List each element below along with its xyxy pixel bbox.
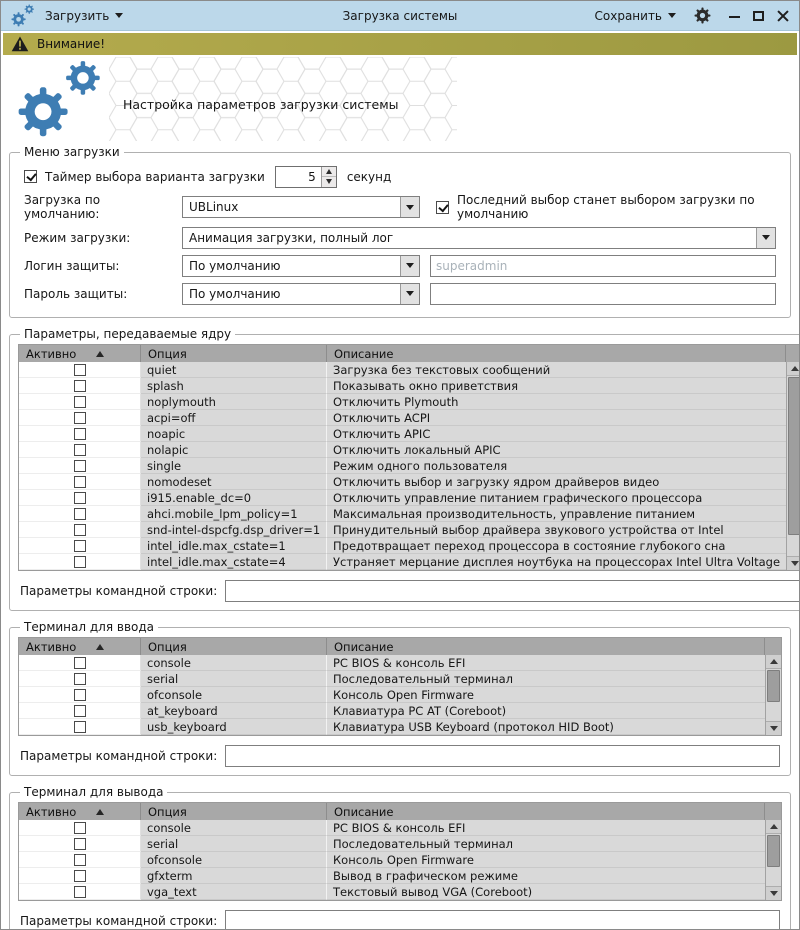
boot-mode-label: Режим загрузки: [24,230,131,245]
row-checkbox[interactable] [74,838,86,850]
kernel-cmdline-input[interactable] [225,580,800,602]
column-header-active[interactable]: Активно [19,803,141,820]
description-cell: Вывод в графическом режиме [327,868,765,884]
load-menu-label: Загрузить [45,8,110,23]
table-row[interactable] [19,490,786,506]
column-header-option[interactable]: Опция [141,803,327,820]
active-cell [19,687,141,703]
scroll-thumb[interactable] [767,835,780,867]
option-cell: snd-intel-dspcfg.dsp_driver=1 [141,522,327,538]
vertical-scrollbar[interactable] [765,820,781,900]
chevron-down-icon [406,205,414,210]
description-cell: Последовательный терминал [327,836,765,852]
warning-text: Внимание! [37,37,106,51]
last-choice-checkbox[interactable] [436,201,449,214]
option-cell: single [141,458,327,474]
cmdline-label: Параметры командной строки: [20,584,218,598]
table-row[interactable] [19,458,786,474]
active-cell [19,442,141,458]
cmdline-label: Параметры командной строки: [20,914,218,928]
active-cell [19,410,141,426]
description-cell: Клавиатура USB Keyboard (протокол HID Boot) [327,719,765,735]
arrow-up-icon [791,366,799,371]
option-cell: ahci.mobile_lpm_policy=1 [141,506,327,522]
active-cell [19,703,141,719]
option-cell: nolapic [141,442,327,458]
dropdown-button[interactable] [400,197,419,217]
login-protect-label: Логин защиты: [24,258,120,273]
scroll-up-button[interactable] [787,362,800,376]
active-cell [19,554,141,570]
password-mode-value: По умолчанию [189,286,281,301]
row-checkbox[interactable] [74,476,86,488]
scroll-track[interactable] [766,669,781,721]
password-input[interactable] [430,283,776,305]
description-cell: Устраняет мерцание дисплея ноутбука на процессорах Intel Ultra Voltage [327,554,786,570]
option-cell: ofconsole [141,687,327,703]
timer-label: Таймер выбора варианта загрузки [45,169,265,184]
save-menu-label: Сохранить [594,8,662,23]
row-checkbox[interactable] [74,870,86,882]
scroll-track[interactable] [766,834,781,886]
login-mode-select[interactable] [182,255,420,277]
description-cell: Отключить управление питанием графического процессора [327,490,786,506]
input-terminal-cmdline-input[interactable] [225,745,780,767]
output-terminal-legend: Терминал для вывода [24,785,164,799]
scroll-thumb[interactable] [767,670,780,702]
timer-value: 5 [308,169,316,184]
last-choice-label: Последний выбор станет выбором загрузки по умолчанию [457,193,755,221]
table-row[interactable] [19,687,765,703]
chevron-down-icon [668,13,676,18]
table-row[interactable] [19,538,786,554]
arrow-down-icon [770,726,778,731]
option-cell: quiet [141,362,327,378]
app-gears-icon [11,4,37,28]
kernel-params-table [18,344,800,571]
arrow-down-icon [770,891,778,896]
scrollbar-corner [786,345,800,362]
row-checkbox[interactable] [74,396,86,408]
row-checkbox[interactable] [74,556,86,568]
active-cell [19,458,141,474]
vertical-scrollbar[interactable] [765,655,781,735]
chevron-down-icon [406,291,414,296]
row-checkbox[interactable] [74,689,86,701]
password-mode-select[interactable] [182,283,420,305]
description-cell: Текстовый вывод VGA (Coreboot) [327,884,765,900]
scroll-track[interactable] [787,376,800,556]
description-cell: Консоль Open Firmware [327,852,765,868]
table-body [19,820,765,900]
description-cell: Отключить APIC [327,426,786,442]
output-terminal-cmdline-input[interactable] [225,910,780,930]
description-cell: Принудительный выбор драйвера звукового устройства от Intel [327,522,786,538]
option-cell: serial [141,671,327,687]
input-terminal-legend: Терминал для ввода [24,620,155,634]
description-cell: Последовательный терминал [327,671,765,687]
description-cell: Предотвращает переход процессора в состояние глубокого сна [327,538,786,554]
settings-gear-icon[interactable] [694,7,711,24]
table-row[interactable] [19,671,765,687]
vertical-scrollbar[interactable] [786,362,800,570]
table-row[interactable] [19,506,786,522]
input-terminal-group [9,620,791,776]
column-header-option[interactable]: Опция [141,345,327,362]
table-row[interactable] [19,522,786,538]
scrollbar-corner [765,803,781,820]
default-boot-label: Загрузка по умолчанию: [24,193,101,221]
option-cell: noplymouth [141,394,327,410]
scroll-down-button[interactable] [766,886,781,900]
output-terminal-table [18,802,782,901]
table-row[interactable] [19,442,786,458]
option-cell: intel_idle.max_cstate=4 [141,554,327,570]
page-title: Настройка параметров загрузки системы [123,97,399,112]
save-menu-button[interactable] [595,9,677,23]
table-row[interactable] [19,852,765,868]
chevron-down-icon [406,263,414,268]
row-checkbox[interactable] [74,364,86,376]
table-row[interactable] [19,554,786,570]
arrow-up-icon [326,169,332,174]
warning-icon [11,36,29,52]
row-checkbox[interactable] [74,886,86,898]
table-row[interactable] [19,394,786,410]
active-cell [19,538,141,554]
table-body [19,655,765,735]
option-cell: console [141,655,327,671]
table-header [19,803,781,820]
active-cell [19,820,141,836]
option-cell: splash [141,378,327,394]
sort-ascending-icon [96,644,104,650]
column-header-description[interactable]: Описание [327,638,765,655]
option-cell: console [141,820,327,836]
timer-spinner[interactable] [275,166,337,188]
window-title: Загрузка системы [342,8,458,23]
table-row[interactable] [19,703,765,719]
description-cell: PC BIOS & консоль EFI [327,820,765,836]
boot-menu-legend: Меню загрузки [24,145,120,159]
row-checkbox[interactable] [74,705,86,717]
option-cell: serial [141,836,327,852]
option-cell: intel_idle.max_cstate=1 [141,538,327,554]
page-header [1,55,799,143]
dropdown-button[interactable] [400,256,419,276]
option-cell: ofconsole [141,852,327,868]
row-checkbox[interactable] [74,721,86,733]
column-header-active[interactable]: Активно [19,345,141,362]
arrow-down-icon [326,179,332,184]
app-logo-gears [15,60,115,140]
table-header [19,638,781,655]
row-checkbox[interactable] [74,822,86,834]
column-header-description[interactable]: Описание [327,345,786,362]
row-checkbox[interactable] [74,854,86,866]
maximize-icon[interactable] [753,11,764,21]
arrow-up-icon [770,824,778,829]
table-row[interactable] [19,884,765,900]
minimize-icon[interactable] [729,16,740,18]
description-cell: Максимальная производительность, управление питанием [327,506,786,522]
timer-units-label: секунд [346,169,392,184]
table-row[interactable] [19,719,765,735]
boot-menu-group [9,145,791,318]
active-cell [19,868,141,884]
sort-ascending-icon [96,809,104,815]
kernel-params-legend: Параметры, передаваемые ядру [24,327,232,341]
description-cell: Показывать окно приветствия [327,378,786,394]
row-checkbox[interactable] [74,380,86,392]
row-checkbox[interactable] [74,428,86,440]
option-cell: usb_keyboard [141,719,327,735]
active-cell [19,394,141,410]
active-cell [19,474,141,490]
password-protect-label: Пароль защиты: [24,286,128,301]
dropdown-button[interactable] [400,284,419,304]
description-cell: Отключить ACPI [327,410,786,426]
row-checkbox[interactable] [74,657,86,669]
arrow-down-icon [791,561,799,566]
spinner-up-button[interactable] [322,167,336,178]
active-cell [19,836,141,852]
option-cell: i915.enable_dc=0 [141,490,327,506]
active-cell [19,671,141,687]
row-checkbox[interactable] [74,460,86,472]
active-cell [19,522,141,538]
description-cell: Отключить выбор и загрузку ядром драйверов видео [327,474,786,490]
option-cell: noapic [141,426,327,442]
close-icon[interactable] [777,10,789,22]
table-row[interactable] [19,474,786,490]
active-cell [19,884,141,900]
table-row[interactable] [19,378,786,394]
table-row[interactable] [19,426,786,442]
active-cell [19,852,141,868]
arrow-up-icon [770,659,778,664]
description-cell: Загрузка без текстовых сообщений [327,362,786,378]
table-row[interactable] [19,362,786,378]
active-cell [19,655,141,671]
option-cell: nomodeset [141,474,327,490]
description-cell: Консоль Open Firmware [327,687,765,703]
row-checkbox[interactable] [74,492,86,504]
title-bar [1,1,799,31]
scroll-down-button[interactable] [766,721,781,735]
row-checkbox[interactable] [74,508,86,520]
table-row[interactable] [19,868,765,884]
active-cell [19,719,141,735]
option-cell: at_keyboard [141,703,327,719]
active-cell [19,362,141,378]
table-row[interactable] [19,655,765,671]
description-cell: Отключить локальный APIC [327,442,786,458]
load-menu-button[interactable] [45,9,123,23]
output-terminal-group [9,785,791,930]
scrollbar-corner [765,638,781,655]
row-checkbox[interactable] [74,412,86,424]
scroll-thumb[interactable] [788,377,800,535]
boot-mode-value: Анимация загрузки, полный лог [189,230,394,245]
input-terminal-table [18,637,782,736]
default-boot-value: UBLinux [189,200,239,214]
column-header-active[interactable]: Активно [19,638,141,655]
row-checkbox[interactable] [74,444,86,456]
cmdline-label: Параметры командной строки: [20,749,218,763]
chevron-down-icon [115,13,123,18]
table-body [19,362,786,570]
spinner-down-button[interactable] [322,177,336,187]
timer-checkbox[interactable] [24,170,37,183]
default-boot-select[interactable] [182,196,420,218]
column-header-option[interactable]: Опция [141,638,327,655]
option-cell: gfxterm [141,868,327,884]
description-cell: Клавиатура PC AT (Coreboot) [327,703,765,719]
table-row[interactable] [19,410,786,426]
login-mode-value: По умолчанию [189,258,281,273]
active-cell [19,378,141,394]
table-header [19,345,800,362]
chevron-down-icon [762,235,770,240]
row-checkbox[interactable] [74,524,86,536]
sort-ascending-icon [96,351,104,357]
scroll-down-button[interactable] [787,556,800,570]
description-cell: Отключить Plymouth [327,394,786,410]
kernel-params-group [9,327,800,611]
active-cell [19,490,141,506]
scroll-up-button[interactable] [766,655,781,669]
description-cell: Режим одного пользователя [327,458,786,474]
table-row[interactable] [19,836,765,852]
table-row[interactable] [19,820,765,836]
row-checkbox[interactable] [74,673,86,685]
login-input[interactable] [430,255,776,277]
scroll-up-button[interactable] [766,820,781,834]
boot-mode-select[interactable] [182,227,776,249]
dropdown-button[interactable] [756,228,775,248]
active-cell [19,506,141,522]
column-header-description[interactable]: Описание [327,803,765,820]
option-cell: vga_text [141,884,327,900]
row-checkbox[interactable] [74,540,86,552]
active-cell [19,426,141,442]
description-cell: PC BIOS & консоль EFI [327,655,765,671]
option-cell: acpi=off [141,410,327,426]
warning-bar[interactable] [3,33,797,55]
